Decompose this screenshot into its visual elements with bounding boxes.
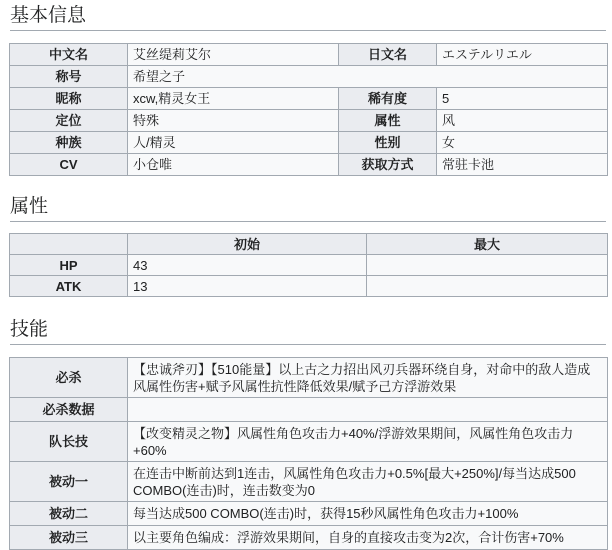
value-gender: 女 — [437, 132, 608, 154]
value-chinese-name: 艾丝缇莉艾尔 — [128, 44, 339, 66]
value-leader-skill: 【改变精灵之物】风属性角色攻击力+40%/浮游效果期间，风属性角色攻击力+60% — [128, 422, 608, 462]
skills-table — [9, 357, 608, 550]
table-row — [10, 502, 608, 526]
value-obtain-method: 常驻卡池 — [437, 154, 608, 176]
value-nickname: xcw,精灵女王 — [128, 88, 339, 110]
label-atk: ATK — [10, 276, 128, 297]
label-nickname: 昵称 — [10, 88, 128, 110]
value-cv: 小仓唯 — [128, 154, 339, 176]
value-ultimate-data — [128, 398, 608, 422]
label-passive-3: 被动三 — [10, 526, 128, 550]
table-row — [10, 66, 608, 88]
label-passive-1: 被动一 — [10, 462, 128, 502]
table-row — [10, 276, 608, 297]
label-race: 种族 — [10, 132, 128, 154]
label-passive-2: 被动二 — [10, 502, 128, 526]
value-atk-max — [367, 276, 608, 297]
basic-info-table — [9, 43, 608, 176]
section-title-basic-info: 基本信息 — [10, 4, 606, 31]
label-obtain-method: 获取方式 — [339, 154, 437, 176]
table-row — [10, 110, 608, 132]
value-hp-max — [367, 255, 608, 276]
table-row — [10, 526, 608, 550]
value-role: 特殊 — [128, 110, 339, 132]
table-row — [10, 154, 608, 176]
value-japanese-name: エステルリエル — [437, 44, 608, 66]
table-row — [10, 358, 608, 398]
label-rarity: 稀有度 — [339, 88, 437, 110]
section-title-attributes: 属性 — [10, 195, 606, 222]
label-hp: HP — [10, 255, 128, 276]
header-initial: 初始 — [128, 234, 367, 255]
label-role: 定位 — [10, 110, 128, 132]
value-hp-initial: 43 — [128, 255, 367, 276]
attributes-table — [9, 233, 608, 297]
value-rarity: 5 — [437, 88, 608, 110]
value-race: 人/精灵 — [128, 132, 339, 154]
section-title-skills: 技能 — [10, 318, 606, 345]
value-passive-1: 在连击中断前达到1连击，风属性角色攻击力+0.5%[最大+250%]/每当达成500 COMBO(连击)时，连击数变为0 — [128, 462, 608, 502]
value-atk-initial: 13 — [128, 276, 367, 297]
label-title: 称号 — [10, 66, 128, 88]
table-row — [10, 398, 608, 422]
table-row — [10, 88, 608, 110]
label-leader-skill: 队长技 — [10, 422, 128, 462]
header-max: 最大 — [367, 234, 608, 255]
table-row — [10, 462, 608, 502]
label-element: 属性 — [339, 110, 437, 132]
table-row — [10, 44, 608, 66]
label-japanese-name: 日文名 — [339, 44, 437, 66]
label-gender: 性别 — [339, 132, 437, 154]
label-cv: CV — [10, 154, 128, 176]
table-row — [10, 422, 608, 462]
value-title: 希望之子 — [128, 66, 608, 88]
label-ultimate: 必杀 — [10, 358, 128, 398]
value-passive-3: 以主要角色编成：浮游效果期间，自身的直接攻击变为2次，合计伤害+70% — [128, 526, 608, 550]
value-passive-2: 每当达成500 COMBO(连击)时，获得15秒风属性角色攻击力+100% — [128, 502, 608, 526]
header-empty — [10, 234, 128, 255]
table-header-row — [10, 234, 608, 255]
table-row — [10, 255, 608, 276]
value-ultimate: 【忠诚斧刃】【510能量】以上古之力招出风刃兵器环绕自身，对命中的敌人造成风属性伤害+赋予风属性抗性降低效果/赋予己方浮游效果 — [128, 358, 608, 398]
value-element: 风 — [437, 110, 608, 132]
label-chinese-name: 中文名 — [10, 44, 128, 66]
label-ultimate-data: 必杀数据 — [10, 398, 128, 422]
table-row — [10, 132, 608, 154]
